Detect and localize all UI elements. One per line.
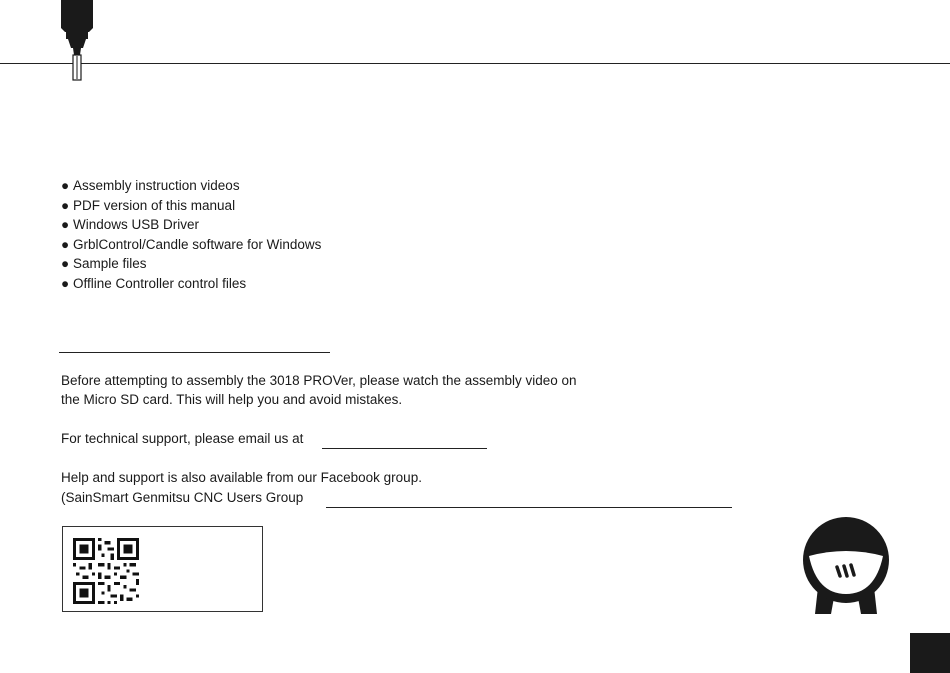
list-item: ● Sample files xyxy=(61,256,147,272)
top-divider xyxy=(0,63,950,64)
list-item: ● Assembly instruction videos xyxy=(61,178,240,193)
list-item: ● Offline Controller control files xyxy=(61,275,247,291)
support-email-blank xyxy=(322,448,487,449)
facebook-link-blank xyxy=(326,507,732,508)
pen-nib-icon xyxy=(58,0,96,82)
facebook-note-line-1: Help and support is also available from our Facebook group. xyxy=(61,470,422,485)
page-corner-block xyxy=(910,633,950,673)
list-item: ● PDF version of this manual xyxy=(61,197,236,213)
list-item: ● Windows USB Driver xyxy=(61,217,200,233)
mascot-icon xyxy=(801,516,891,614)
assembly-note-line-2: the Micro SD card. This will help you and avoid mistakes. xyxy=(61,392,403,407)
assembly-note-line-1: Before attempting to assembly the 3018 PROVer, please watch the assembly video on xyxy=(61,373,577,388)
qr-code-box xyxy=(62,526,263,612)
sd-card-contents-list xyxy=(61,176,321,294)
section-divider xyxy=(59,352,330,353)
list-item: ● GrblControl/Candle software for Windows xyxy=(61,236,322,252)
support-email-label: For technical support, please email us at xyxy=(61,431,304,446)
facebook-note-line-2: (SainSmart Genmitsu CNC Users Group xyxy=(61,490,304,505)
qr-code-icon xyxy=(73,538,139,604)
